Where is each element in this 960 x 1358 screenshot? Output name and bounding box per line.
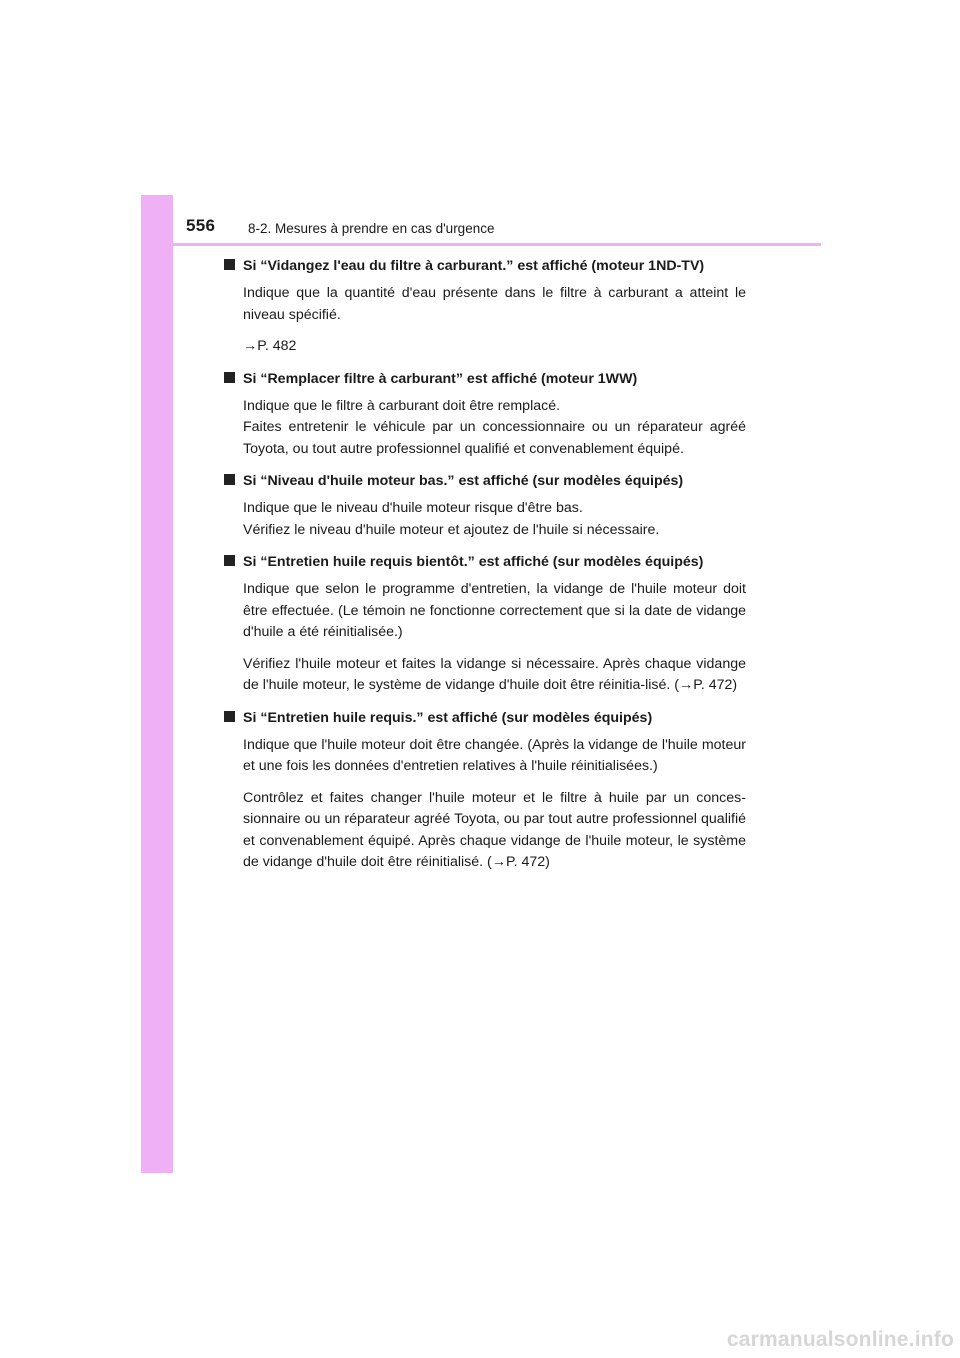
square-bullet-icon xyxy=(224,474,235,485)
list-item xyxy=(224,707,746,874)
item-heading-text: Si “Entretien huile requis.” est affiché (sur modèles équipés) xyxy=(243,709,653,726)
page-reference[interactable]: →P. 482 xyxy=(243,338,297,354)
list-item xyxy=(224,551,746,697)
item-paragraph: Vérifiez l'huile moteur et faites la vidange si nécessaire. Après chaque vidange de l'huile moteur, le système de vidange d'huile doit être réinitia-lisé. (→P. 472) xyxy=(243,655,746,693)
item-heading xyxy=(224,368,746,390)
watermark: carmanualsonline.info xyxy=(726,1328,954,1351)
item-paragraph: Faites entretenir le véhicule par un concessionnaire ou un réparateur agréé Toyota, ou tout autre professionnel qualifié et convenablement équipé. xyxy=(243,419,746,457)
item-paragraph: Vérifiez le niveau d'huile moteur et ajoutez de l'huile si nécessaire. xyxy=(243,521,660,538)
item-heading-text: Si “Vidangez l'eau du filtre à carburant.” est affiché (moteur 1ND-TV) xyxy=(243,258,705,274)
square-bullet-icon xyxy=(224,711,235,722)
list-item xyxy=(224,368,746,461)
square-bullet-icon xyxy=(224,555,235,566)
side-color-band xyxy=(141,195,173,1173)
content xyxy=(224,255,746,884)
page-number: 556 xyxy=(186,216,216,235)
item-heading xyxy=(224,255,746,277)
item-paragraph: Indique que selon le programme d'entretien, la vidange de l'huile moteur doit être effectuée. (Le témoin ne fonctionne correctement que si la date de vidange d'huile a été réinitialisée.) xyxy=(243,581,746,640)
item-heading xyxy=(224,470,746,492)
section-title: 8-2. Mesures à prendre en cas d'urgence xyxy=(248,221,495,236)
item-heading xyxy=(224,551,746,573)
item-paragraph: Indique que le niveau d'huile moteur risque d'être bas. xyxy=(243,500,583,516)
item-paragraph: Contrôlez et faites changer l'huile moteur et le filtre à huile par un conces-sionnaire ou un réparateur agréé Toyota, ou par tout autre professionnel qualifié et convenablement équipé. Après chaque vidange de l'huile moteur, le système de vidange d'huile doit être réinitialisé. (→P. 472) xyxy=(243,789,746,870)
list-item xyxy=(224,255,746,358)
item-heading-text: Si “Entretien huile requis bientôt.” est affiché (sur modèles équipés) xyxy=(243,554,704,570)
square-bullet-icon xyxy=(224,259,235,270)
item-heading-text: Si “Remplacer filtre à carburant” est affiché (moteur 1WW) xyxy=(243,370,638,387)
square-bullet-icon xyxy=(224,372,235,383)
item-paragraph: Indique que l'huile moteur doit être changée. (Après la vidange de l'huile moteur et une fois les données d'entretien relatives à l'huile réinitialisées.) xyxy=(243,736,746,774)
header-rule xyxy=(173,243,821,246)
list-item xyxy=(224,470,746,541)
item-paragraph: Indique que le filtre à carburant doit être remplacé. xyxy=(243,397,561,414)
item-heading xyxy=(224,707,746,729)
item-paragraph: Indique que la quantité d'eau présente dans le filtre à carburant a atteint le niveau spécifié. xyxy=(243,285,746,323)
item-heading-text: Si “Niveau d'huile moteur bas.” est affiché (sur modèles équipés) xyxy=(243,473,684,489)
